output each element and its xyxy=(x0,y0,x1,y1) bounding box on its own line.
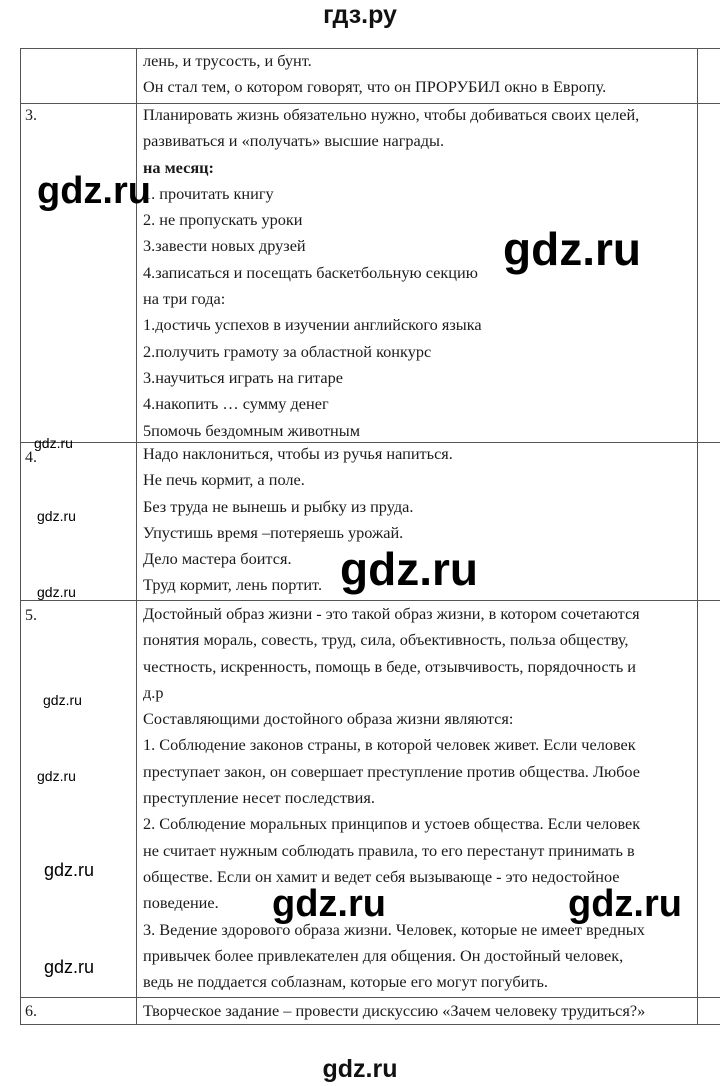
watermark: gdz.ru xyxy=(34,435,73,451)
proverb-line: Без труда не вынешь и рыбку из пруда. xyxy=(143,496,414,516)
proverb-line: Надо наклониться, чтобы из ручья напиться. xyxy=(143,444,453,463)
watermark: gdz.ru xyxy=(44,860,95,880)
table-border-left xyxy=(20,48,21,1024)
list-item: 4.накопить … сумму денег xyxy=(143,394,329,414)
row-content xyxy=(143,998,703,1024)
list-item: 5помочь бездомным животным xyxy=(143,420,360,440)
list-item: 2.получить грамоту за областной конкурс xyxy=(143,341,432,361)
text-line: 3. Ведение здорового образа жизни. Человек, которые не имеет вредных xyxy=(143,919,645,939)
row-content xyxy=(143,601,703,995)
text-line: преступление несет последствия. xyxy=(143,788,375,808)
watermark: gdz.ru xyxy=(37,508,76,524)
site-footer: gdz.ru xyxy=(322,1055,398,1083)
watermark: gdz.ru xyxy=(340,543,478,595)
text-line: поведение. xyxy=(143,893,219,913)
watermark: gdz.ru xyxy=(43,692,82,708)
list-item: 1.достичь успехов в изучении английского языка xyxy=(143,315,482,335)
row-number: 4. xyxy=(25,449,37,466)
row-number: 3. xyxy=(25,107,37,124)
proverb-line: Упустишь время –потеряешь урожай. xyxy=(143,522,404,542)
section-heading: на месяц: xyxy=(143,157,214,177)
list-item: 4.записаться и посещать баскетбольную секцию xyxy=(143,262,478,282)
text-line: преступает закон, он совершает преступление против общества. Любое xyxy=(143,761,640,781)
watermark: gdz.ru xyxy=(44,957,95,977)
text-line: честность, искренность, помощь в беде, отзывчивость, порядочность и xyxy=(143,656,637,676)
text-line: Составляющими достойного образа жизни являются: xyxy=(143,709,514,729)
text-line: Достойный образ жизни - это такой образ жизни, в котором сочетаются xyxy=(143,604,640,623)
watermark: gdz.ru xyxy=(503,223,641,275)
text-line: лень, и трусость, и бунт. xyxy=(143,51,312,70)
watermark: gdz.ru xyxy=(37,170,151,212)
proverb-line: Дело мастера боится. xyxy=(143,549,292,569)
row-number: 5. xyxy=(25,607,37,624)
text-line: Творческое задание – провести дискуссию «Зачем человеку трудиться?» xyxy=(143,1001,646,1020)
text-line: не считает нужным соблюдать правила, то его перестанут принимать в xyxy=(143,840,635,860)
text-line: д.р xyxy=(143,682,164,702)
site-header: гдз.ру xyxy=(323,1,397,29)
text-line: привычек более привлекателен для общения. Он достойный человек, xyxy=(143,945,624,965)
text-line: понятия мораль, совесть, труд, сила, объективность, польза обществу, xyxy=(143,630,629,650)
text-line: развиваться и «получать» высшие награды. xyxy=(143,131,445,151)
text-line: Он стал тем, о котором говорят, что он ПРОРУБИЛ окно в Европу. xyxy=(143,77,607,97)
text-line: Планировать жизнь обязательно нужно, чтобы добиваться своих целей, xyxy=(143,105,640,124)
text-line: 2. Соблюдение моральных принципов и устоев общества. Если человек xyxy=(143,814,641,834)
section-heading: на три года: xyxy=(143,289,226,309)
watermark: gdz.ru xyxy=(568,883,682,925)
watermark: gdz.ru xyxy=(272,883,386,925)
text-line: обществе. Если он хамит и ведет себя вызывающе - это недостойное xyxy=(143,866,620,886)
list-item: 2. не пропускать уроки xyxy=(143,210,303,230)
watermark: gdz.ru xyxy=(37,768,76,784)
text-line: ведь не поддается соблазнам, которые его могут погубить. xyxy=(143,972,548,992)
list-item: 3.завести новых друзей xyxy=(143,236,306,256)
list-item: 1. прочитать книгу xyxy=(143,183,274,203)
text-line: 1. Соблюдение законов страны, в которой человек живет. Если человек xyxy=(143,735,636,755)
watermark: gdz.ru xyxy=(37,584,76,600)
proverb-line: Не печь кормит, а поле. xyxy=(143,470,305,490)
row-number: 6. xyxy=(25,1003,37,1020)
list-item: 3.научиться играть на гитаре xyxy=(143,367,343,387)
row-content xyxy=(143,48,703,101)
proverb-line: Труд кормит, лень портит. xyxy=(143,575,323,595)
